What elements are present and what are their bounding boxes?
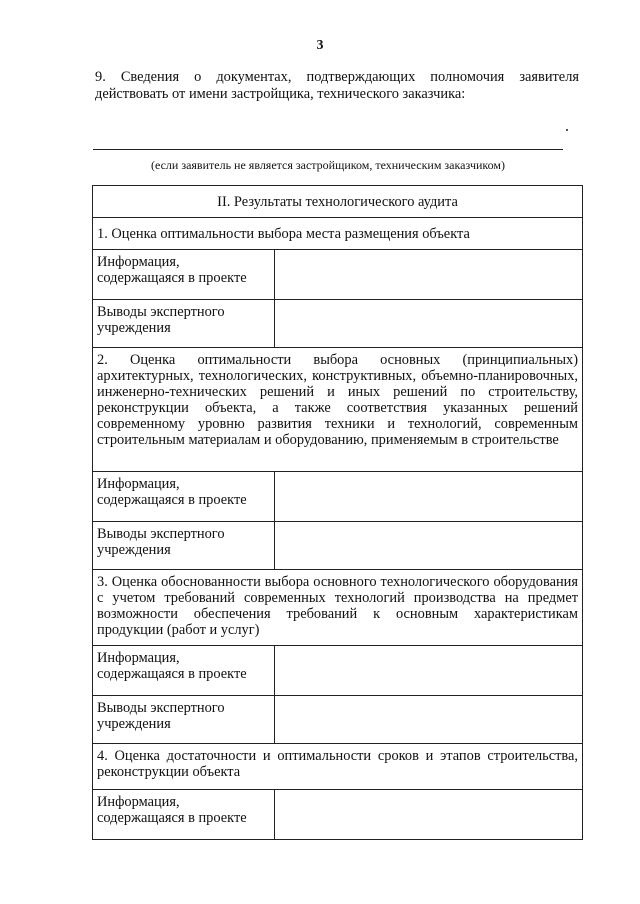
section-4-info-value — [275, 790, 583, 840]
page-number: 3 — [316, 38, 324, 53]
section-1-info-label: Информация, содержащаяся в проекте — [93, 250, 275, 300]
section-3-conclusion-value — [275, 696, 583, 744]
section-9-text: 9. Сведения о документах, подтверждающих полномочия заявителя действовать от имени застройщика, технического заказчика: — [95, 69, 579, 102]
fill-in-line — [93, 149, 563, 150]
section-2-conclusion-value — [275, 522, 583, 570]
section-2-heading: 2. Оценка оптимальности выбора основных (принципиальных) архитектурных, технологических, конструктивных, объемно-планировочных, инженерно-технических решений и иных решений по строительству, реконструкции объекта, а также соответствия указанных решений современному уровню развития техники и технологий, современным строительным материалам и оборудованию, применяемым в строительстве — [93, 348, 583, 472]
section-1-heading: 1. Оценка оптимальности выбора места размещения объекта — [93, 218, 583, 250]
section-3-info-value — [275, 646, 583, 696]
section-2-conclusion-label: Выводы экспертного учреждения — [93, 522, 275, 570]
section-4-heading: 4. Оценка достаточности и оптимальности сроков и этапов строительства, реконструкции объекта — [93, 744, 583, 790]
fill-in-note: (если заявитель не является застройщиком, техническим заказчиком) — [150, 158, 506, 172]
section-2-info-label: Информация, содержащаяся в проекте — [93, 472, 275, 522]
section-1-info-value — [275, 250, 583, 300]
section-3-heading: 3. Оценка обоснованности выбора основного технологического оборудования с учетом требований современных технологий производства на предмет возможности обеспечения требований к основным характеристикам продукции (работ и услуг) — [93, 570, 583, 646]
section-1-conclusion-value — [275, 300, 583, 348]
section-2-info-value — [275, 472, 583, 522]
audit-results-table — [92, 185, 583, 840]
table-title: II. Результаты технологического аудита — [93, 186, 583, 218]
section-3-info-label: Информация, содержащаяся в проекте — [93, 646, 275, 696]
section-3-conclusion-label: Выводы экспертного учреждения — [93, 696, 275, 744]
section-1-conclusion-label: Выводы экспертного учреждения — [93, 300, 275, 348]
section-4-info-label: Информация, содержащаяся в проекте — [93, 790, 275, 840]
dot-mark — [566, 129, 568, 131]
